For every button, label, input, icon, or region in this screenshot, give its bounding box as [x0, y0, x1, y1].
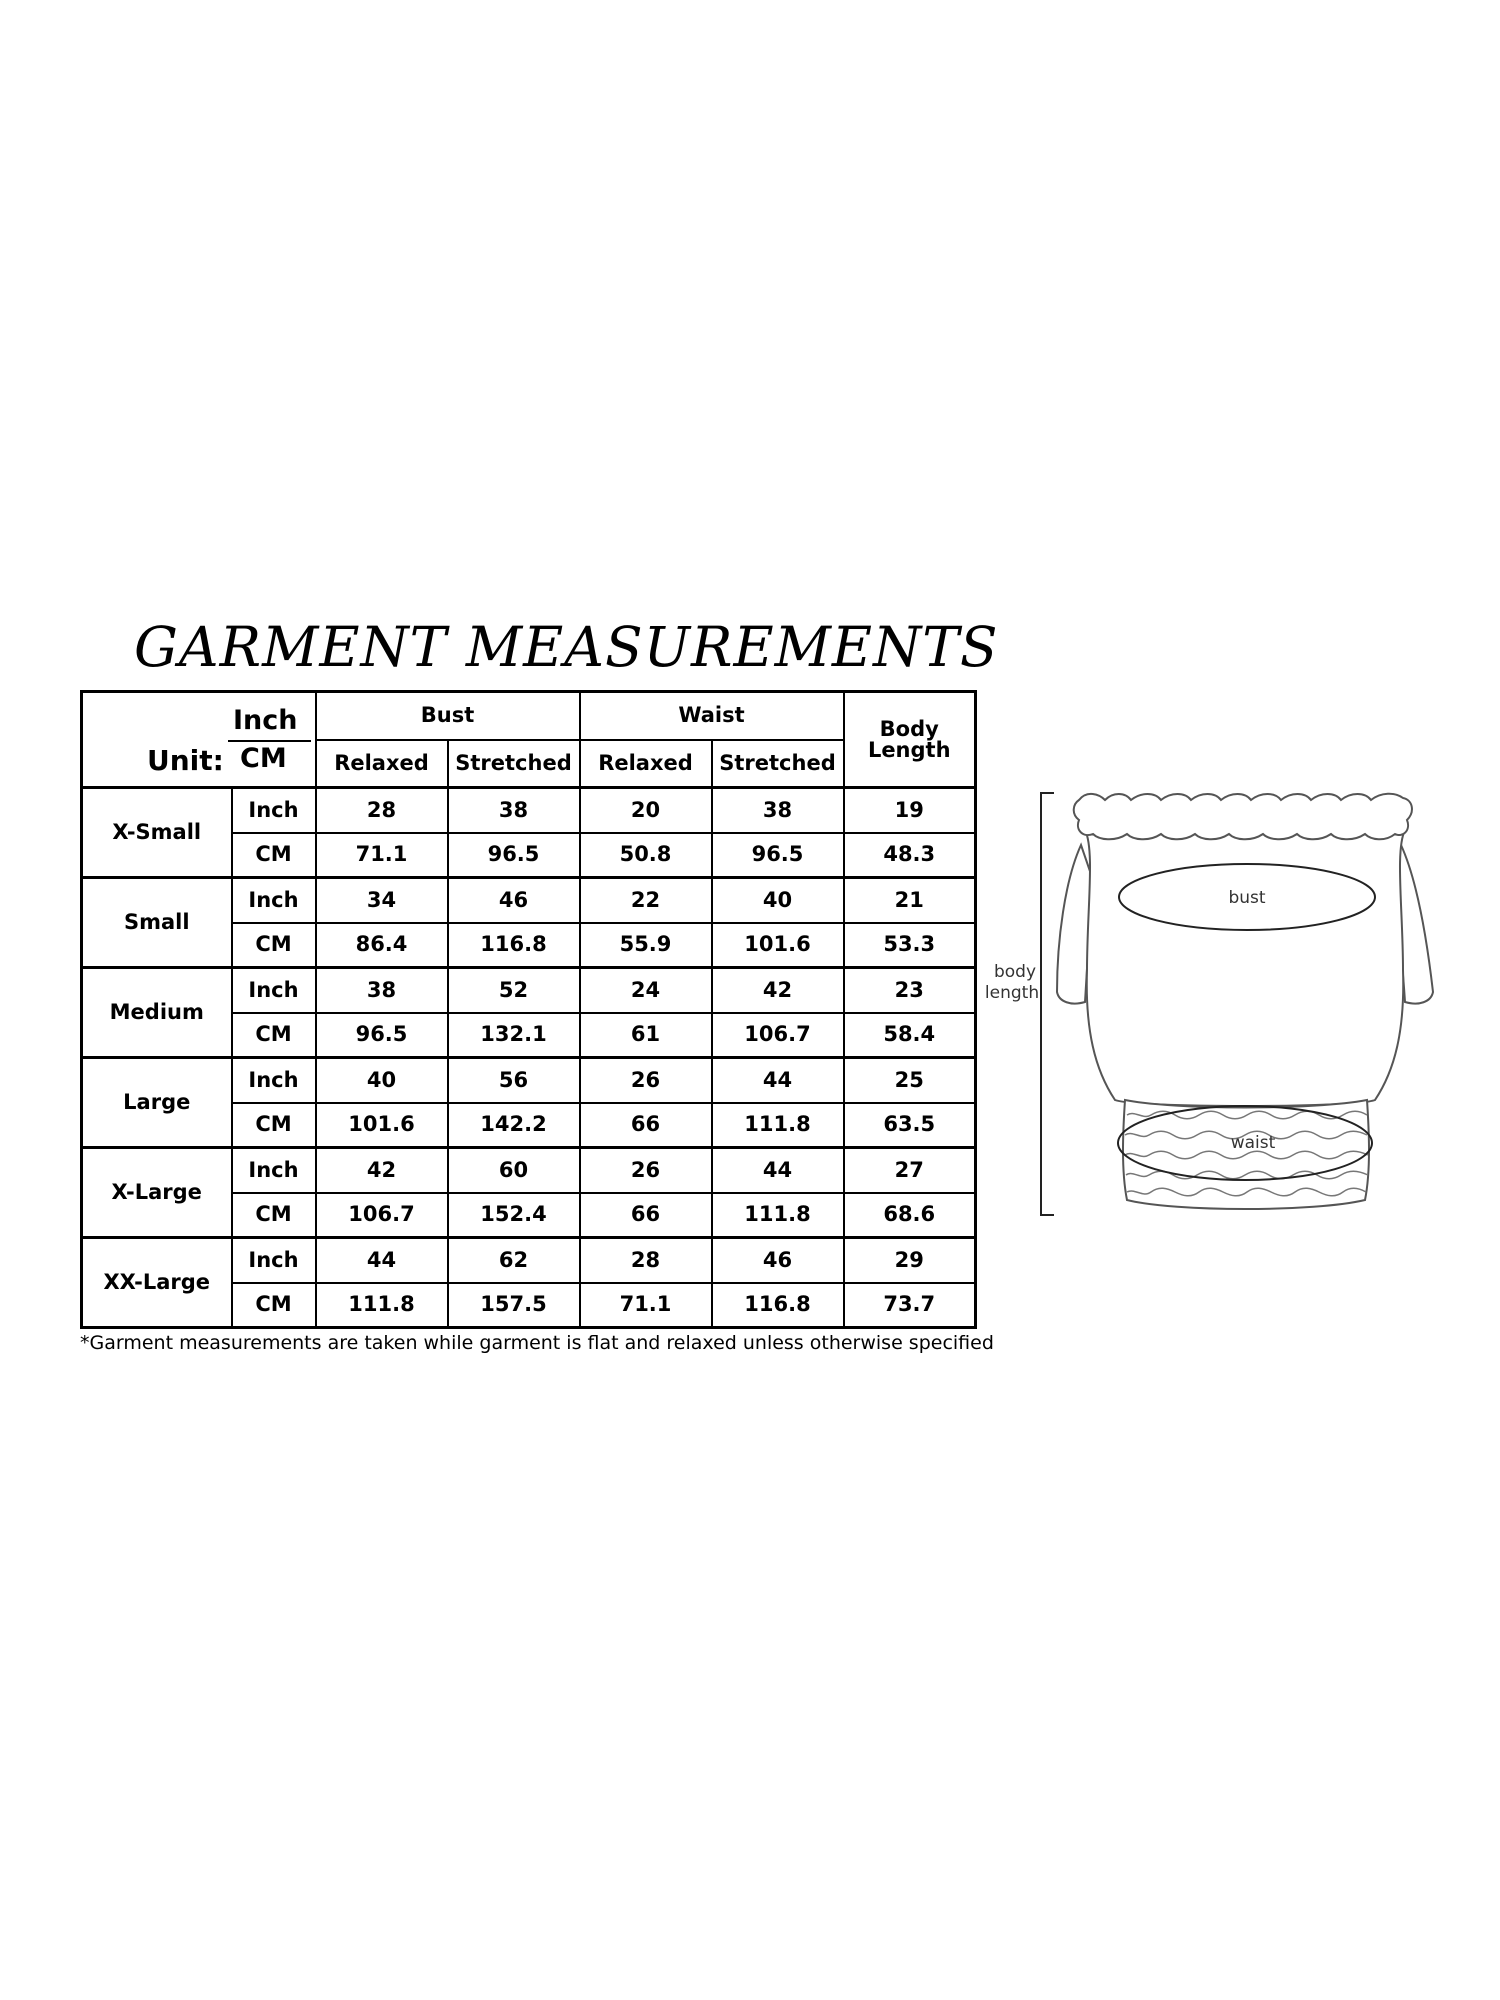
value-cell: 26 [580, 1148, 712, 1193]
value-cell: 28 [316, 788, 448, 833]
value-cell: 50.8 [580, 833, 712, 878]
value-cell: 116.8 [712, 1283, 844, 1328]
value-cell: 66 [580, 1103, 712, 1148]
value-cell: 53.3 [844, 923, 976, 968]
waist-header: Waist [580, 692, 844, 740]
waist-stretched-header: Stretched [712, 740, 844, 788]
value-cell: 38 [712, 788, 844, 833]
value-cell: 38 [316, 968, 448, 1013]
bust-label: bust [1228, 888, 1266, 908]
value-cell: 34 [316, 878, 448, 923]
table-row [82, 1148, 976, 1193]
bust-stretched-header: Stretched [448, 740, 580, 788]
unit-cell: CM [232, 1193, 316, 1238]
value-cell: 42 [316, 1148, 448, 1193]
value-cell: 63.5 [844, 1103, 976, 1148]
unit-cell: CM [232, 1283, 316, 1328]
bodice [1085, 830, 1405, 1106]
value-cell: 132.1 [448, 1013, 580, 1058]
header-row-top [82, 692, 976, 740]
unit-cell: CM [232, 923, 316, 968]
value-cell: 101.6 [316, 1103, 448, 1148]
page-title: GARMENT MEASUREMENTS [134, 615, 999, 679]
unit-header-cell [82, 692, 316, 788]
value-cell: 152.4 [448, 1193, 580, 1238]
value-cell: 142.2 [448, 1103, 580, 1148]
unit-cell: Inch [232, 788, 316, 833]
value-cell: 111.8 [316, 1283, 448, 1328]
unit-divider [228, 740, 311, 742]
value-cell: 73.7 [844, 1283, 976, 1328]
value-cell: 38 [448, 788, 580, 833]
unit-cell: Inch [232, 878, 316, 923]
value-cell: 21 [844, 878, 976, 923]
body-length-label-line2: length [984, 983, 1040, 1003]
ruffled-neckline [1074, 794, 1412, 840]
value-cell: 66 [580, 1193, 712, 1238]
table-row [82, 1238, 976, 1283]
footnote: *Garment measurements are taken while garment is flat and relaxed unless otherwise specified [80, 1332, 994, 1354]
size-chart-table [80, 690, 977, 1329]
size-label: X-Large [82, 1148, 232, 1238]
value-cell: 40 [712, 878, 844, 923]
garment-illustration [975, 770, 1465, 1220]
value-cell: 106.7 [712, 1013, 844, 1058]
size-label: XX-Large [82, 1238, 232, 1328]
value-cell: 23 [844, 968, 976, 1013]
value-cell: 55.9 [580, 923, 712, 968]
body-length-bracket [1041, 793, 1054, 1215]
body-length-label-line1: body [993, 962, 1037, 982]
value-cell: 46 [712, 1238, 844, 1283]
value-cell: 27 [844, 1148, 976, 1193]
value-cell: 44 [712, 1058, 844, 1103]
waist-label: waist [1230, 1133, 1276, 1153]
value-cell: 111.8 [712, 1193, 844, 1238]
value-cell: 68.6 [844, 1193, 976, 1238]
value-cell: 62 [448, 1238, 580, 1283]
value-cell: 106.7 [316, 1193, 448, 1238]
value-cell: 22 [580, 878, 712, 923]
table-row [82, 878, 976, 923]
value-cell: 48.3 [844, 833, 976, 878]
value-cell: 101.6 [712, 923, 844, 968]
unit-cell: CM [232, 1013, 316, 1058]
unit-cell: CM [232, 1103, 316, 1148]
table-row [82, 1058, 976, 1103]
value-cell: 116.8 [448, 923, 580, 968]
value-cell: 96.5 [316, 1013, 448, 1058]
size-label: X-Small [82, 788, 232, 878]
unit-cell: Inch [232, 1238, 316, 1283]
unit-cell: Inch [232, 1058, 316, 1103]
garment-diagram [975, 770, 1465, 1220]
value-cell: 52 [448, 968, 580, 1013]
size-label: Small [82, 878, 232, 968]
size-label: Large [82, 1058, 232, 1148]
value-cell: 60 [448, 1148, 580, 1193]
bust-relaxed-header: Relaxed [316, 740, 448, 788]
value-cell: 56 [448, 1058, 580, 1103]
value-cell: 25 [844, 1058, 976, 1103]
value-cell: 86.4 [316, 923, 448, 968]
value-cell: 40 [316, 1058, 448, 1103]
unit-cell: Inch [232, 1148, 316, 1193]
value-cell: 46 [448, 878, 580, 923]
value-cell: 44 [316, 1238, 448, 1283]
value-cell: 58.4 [844, 1013, 976, 1058]
unit-cell: Inch [232, 968, 316, 1013]
value-cell: 20 [580, 788, 712, 833]
unit-label: Unit: [147, 744, 224, 777]
value-cell: 71.1 [316, 833, 448, 878]
bust-header: Bust [316, 692, 580, 740]
value-cell: 44 [712, 1148, 844, 1193]
value-cell: 26 [580, 1058, 712, 1103]
unit-cell: CM [232, 833, 316, 878]
size-label: Medium [82, 968, 232, 1058]
value-cell: 19 [844, 788, 976, 833]
value-cell: 28 [580, 1238, 712, 1283]
value-cell: 42 [712, 968, 844, 1013]
table-row [82, 968, 976, 1013]
waist-relaxed-header: Relaxed [580, 740, 712, 788]
value-cell: 96.5 [448, 833, 580, 878]
unit-inch-label: Inch [233, 705, 298, 736]
unit-cm-label: CM [240, 743, 287, 774]
body-length-header: Body Length [844, 692, 976, 788]
value-cell: 96.5 [712, 833, 844, 878]
value-cell: 111.8 [712, 1103, 844, 1148]
value-cell: 24 [580, 968, 712, 1013]
value-cell: 71.1 [580, 1283, 712, 1328]
value-cell: 157.5 [448, 1283, 580, 1328]
value-cell: 29 [844, 1238, 976, 1283]
value-cell: 61 [580, 1013, 712, 1058]
table-row [82, 788, 976, 833]
